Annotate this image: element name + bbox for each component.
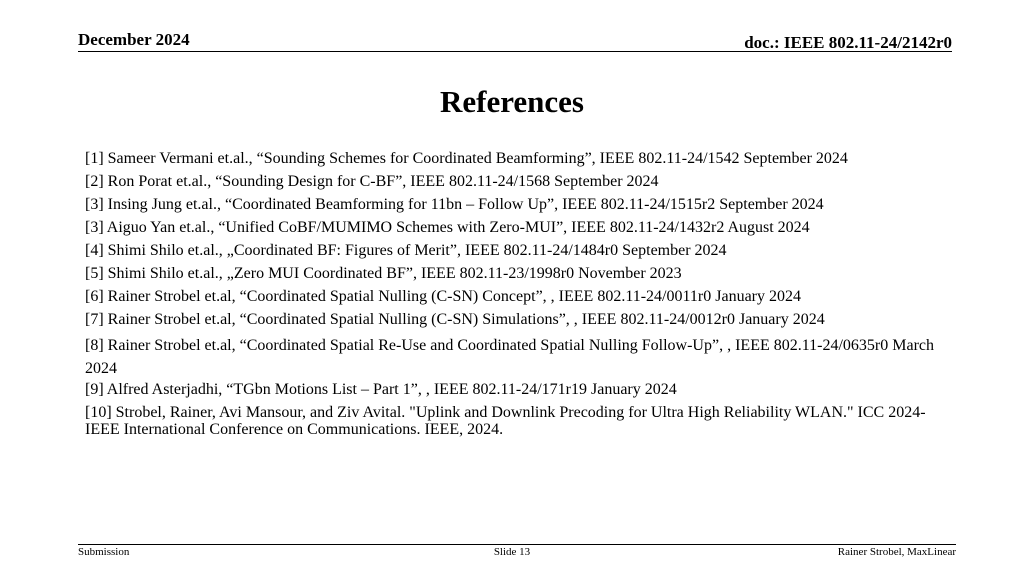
footer-divider [78, 544, 956, 545]
reference-item: [10] Strobel, Rainer, Avi Mansour, and Ziv Avital. "Uplink and Downlink Precoding for Ultra High Reliability WLAN." ICC 2024-IEEE International Conference on Communications. IEEE, 2024. [85, 404, 926, 438]
reference-item: [5] Shimi Shilo et.al., „Zero MUI Coordinated BF”, IEEE 802.11-23/1998r0 November 2023 [85, 265, 682, 282]
reference-item: [9] Alfred Asterjadhi, “TGbn Motions List – Part 1”, , IEEE 802.11-24/171r19 January 2024 [85, 381, 677, 398]
footer-slide-number: Slide 13 [493, 546, 531, 558]
reference-item: [8] Rainer Strobel et.al, “Coordinated Spatial Re-Use and Coordinated Spatial Nulling Follow-Up”, , IEEE 802.11-24/0635r0 March 2024 [85, 337, 934, 377]
header-doc-id: doc.: IEEE 802.11-24/2142r0 [744, 33, 952, 52]
reference-item: [7] Rainer Strobel et.al, “Coordinated Spatial Nulling (C-SN) Simulations”, , IEEE 802.11-24/0012r0 January 2024 [85, 311, 825, 328]
reference-item: [4] Shimi Shilo et.al., „Coordinated BF: Figures of Merit”, IEEE 802.11-24/1484r0 September 2024 [85, 242, 727, 259]
footer-submission: Submission [78, 546, 130, 558]
header-divider [78, 51, 952, 52]
reference-item: [1] Sameer Vermani et.al., “Sounding Schemes for Coordinated Beamforming”, IEEE 802.11-24/1542 September 2024 [85, 150, 848, 167]
header-date: December 2024 [78, 30, 190, 49]
reference-item: [3] Aiguo Yan et.al., “Unified CoBF/MUMIMO Schemes with Zero-MUI”, IEEE 802.11-24/1432r2 August 2024 [85, 219, 810, 236]
slide-title: References [439, 84, 584, 119]
reference-item: [6] Rainer Strobel et.al, “Coordinated Spatial Nulling (C-SN) Concept”, , IEEE 802.11-24/0011r0 January 2024 [85, 288, 801, 305]
references-list [85, 150, 945, 444]
footer-author: Rainer Strobel, MaxLinear [837, 546, 956, 558]
reference-item: [3] Insing Jung et.al., “Coordinated Beamforming for 11bn – Follow Up”, IEEE 802.11-24/1515r2 September 2024 [85, 196, 824, 213]
reference-item: [2] Ron Porat et.al., “Sounding Design for C-BF”, IEEE 802.11-24/1568 September 2024 [85, 173, 659, 190]
